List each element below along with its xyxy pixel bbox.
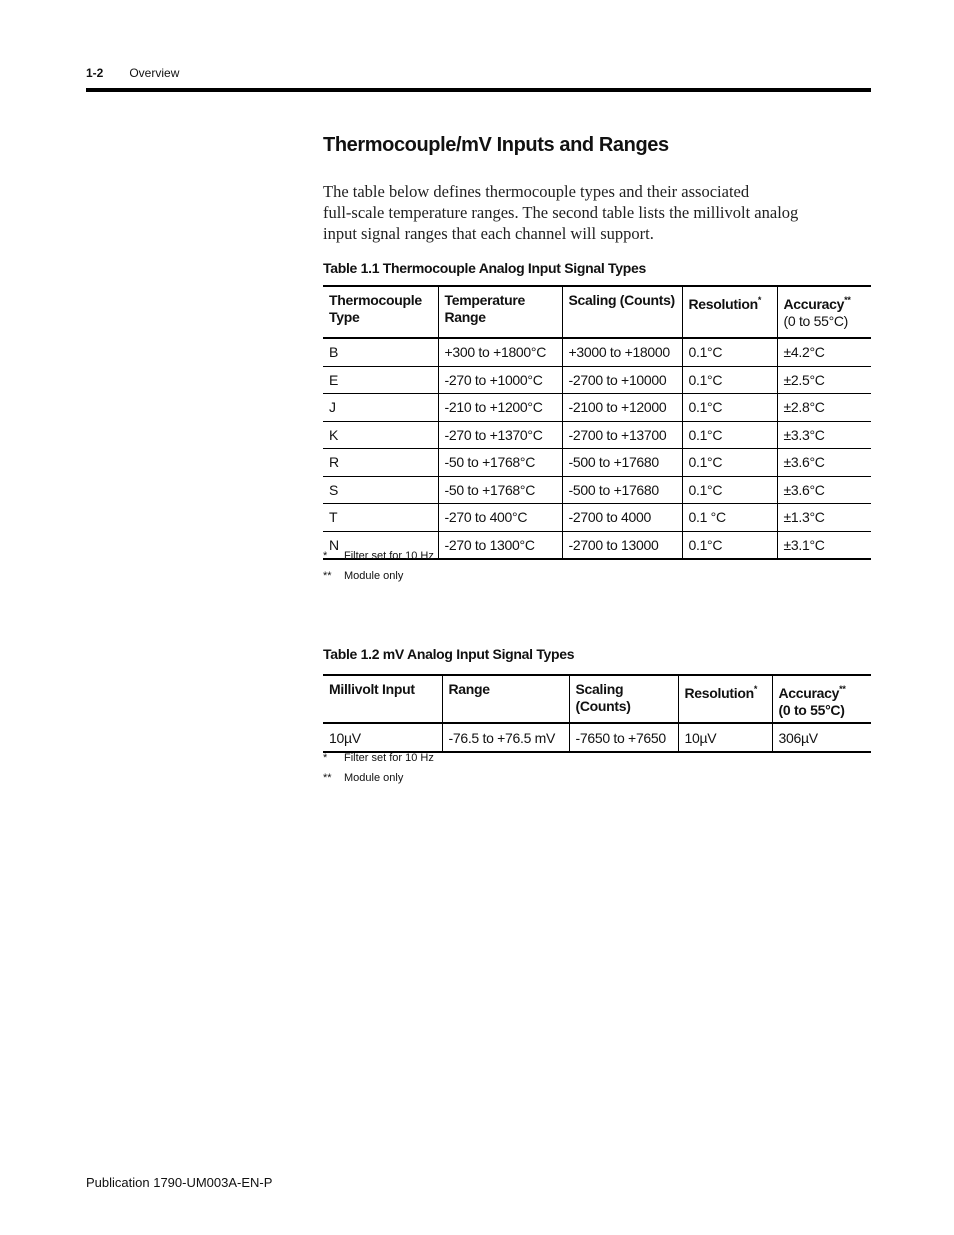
table-header-row	[323, 675, 871, 723]
header-thermocouple-type: Thermocouple Type	[329, 292, 422, 325]
table-cell: ±3.1°C	[777, 531, 871, 559]
header-temperature-range: Temperature Range	[438, 286, 562, 338]
table-row	[323, 421, 871, 449]
table-cell: -2700 to 4000	[562, 504, 682, 532]
table-row	[323, 476, 871, 504]
table-cell: 306µV	[772, 723, 871, 752]
table-cell: -500 to +17680	[562, 449, 682, 477]
table-cell: 0.1°C	[682, 476, 777, 504]
table-cell: 0.1°C	[682, 449, 777, 477]
table-cell: 10µV	[678, 723, 772, 752]
table-cell: ±4.2°C	[777, 338, 871, 366]
table-cell: T	[329, 509, 338, 526]
table-cell: 0.1°C	[682, 531, 777, 559]
header-resolution: Resolution*	[682, 286, 777, 338]
table-cell: -2700 to +13700	[562, 421, 682, 449]
table-row	[323, 338, 871, 366]
publication-footer: Publication 1790-UM003A-EN-P	[86, 1175, 273, 1190]
table-cell: 0.1°C	[682, 366, 777, 394]
table-cell: +3000 to +18000	[562, 338, 682, 366]
intro-line: full-scale temperature ranges. The second table lists the millivolt analog	[323, 203, 799, 222]
table-row	[323, 366, 871, 394]
header-scaling: Scaling (Counts)	[569, 675, 678, 723]
table-cell: -270 to +1000°C	[438, 366, 562, 394]
section-name: Overview	[129, 66, 180, 80]
table-cell: ±3.6°C	[777, 476, 871, 504]
table-cell: 0.1°C	[682, 394, 777, 422]
table-cell: -76.5 to +76.5 mV	[442, 723, 569, 752]
table-cell: ±2.5°C	[777, 366, 871, 394]
page-header	[86, 66, 179, 80]
header-millivolt-input: Millivolt Input	[329, 681, 415, 697]
table-cell: -2700 to +10000	[562, 366, 682, 394]
table-cell: -2700 to 13000	[562, 531, 682, 559]
section-title: Thermocouple/mV Inputs and Ranges	[323, 134, 669, 156]
table-cell: -7650 to +7650	[569, 723, 678, 752]
header-rule	[86, 88, 871, 92]
table-cell: K	[329, 426, 339, 443]
intro-line: input signal ranges that each channel will support.	[323, 224, 654, 243]
table-header-row	[323, 286, 871, 338]
table-cell: ±2.8°C	[777, 394, 871, 422]
table-cell: 0.1°C	[682, 338, 777, 366]
table-cell: -270 to 1300°C	[438, 531, 562, 559]
table-cell: 10µV	[329, 729, 361, 746]
table-row	[323, 394, 871, 422]
table-cell: ±1.3°C	[777, 504, 871, 532]
table1-footnotes	[323, 546, 434, 586]
intro-line: The table below defines thermocouple types and their associated	[323, 182, 750, 201]
intro-paragraph	[323, 181, 868, 244]
table-cell: 0.1 °C	[682, 504, 777, 532]
table-cell: -270 to 400°C	[438, 504, 562, 532]
table-row	[323, 504, 871, 532]
header-accuracy: Accuracy** (0 to 55°C)	[772, 675, 871, 723]
table-cell: N	[329, 536, 339, 553]
table-cell: B	[329, 344, 339, 361]
footnote: ** Module only	[323, 772, 404, 784]
table-cell: -270 to +1370°C	[438, 421, 562, 449]
table-cell: R	[329, 454, 339, 471]
table-cell: -210 to +1200°C	[438, 394, 562, 422]
header-resolution: Resolution*	[678, 675, 772, 723]
table-cell: ±3.6°C	[777, 449, 871, 477]
table-row	[323, 449, 871, 477]
millivolt-table	[323, 674, 871, 753]
table-cell: ±3.3°C	[777, 421, 871, 449]
table1-caption: Table 1.1 Thermocouple Analog Input Signal Types	[323, 260, 646, 276]
table2-caption: Table 1.2 mV Analog Input Signal Types	[323, 646, 575, 662]
table-cell: J	[329, 399, 336, 416]
page-number: 1-2	[86, 66, 104, 80]
table-cell: -50 to +1768°C	[438, 476, 562, 504]
footnote: * Filter set for 10 Hz	[323, 752, 434, 764]
footnote: * Filter set for 10 Hz	[323, 550, 434, 562]
table-cell: -50 to +1768°C	[438, 449, 562, 477]
table-cell: -500 to +17680	[562, 476, 682, 504]
table-cell: -2100 to +12000	[562, 394, 682, 422]
header-range: Range	[442, 675, 569, 723]
table-cell: +300 to +1800°C	[438, 338, 562, 366]
table-cell: S	[329, 481, 339, 498]
thermocouple-table	[323, 285, 871, 560]
header-scaling: Scaling (Counts)	[562, 286, 682, 338]
header-accuracy: Accuracy** (0 to 55°C)	[777, 286, 871, 338]
table-cell: E	[329, 371, 339, 388]
footnote: ** Module only	[323, 570, 404, 582]
table-cell: 0.1°C	[682, 421, 777, 449]
table2-footnotes	[323, 748, 434, 788]
